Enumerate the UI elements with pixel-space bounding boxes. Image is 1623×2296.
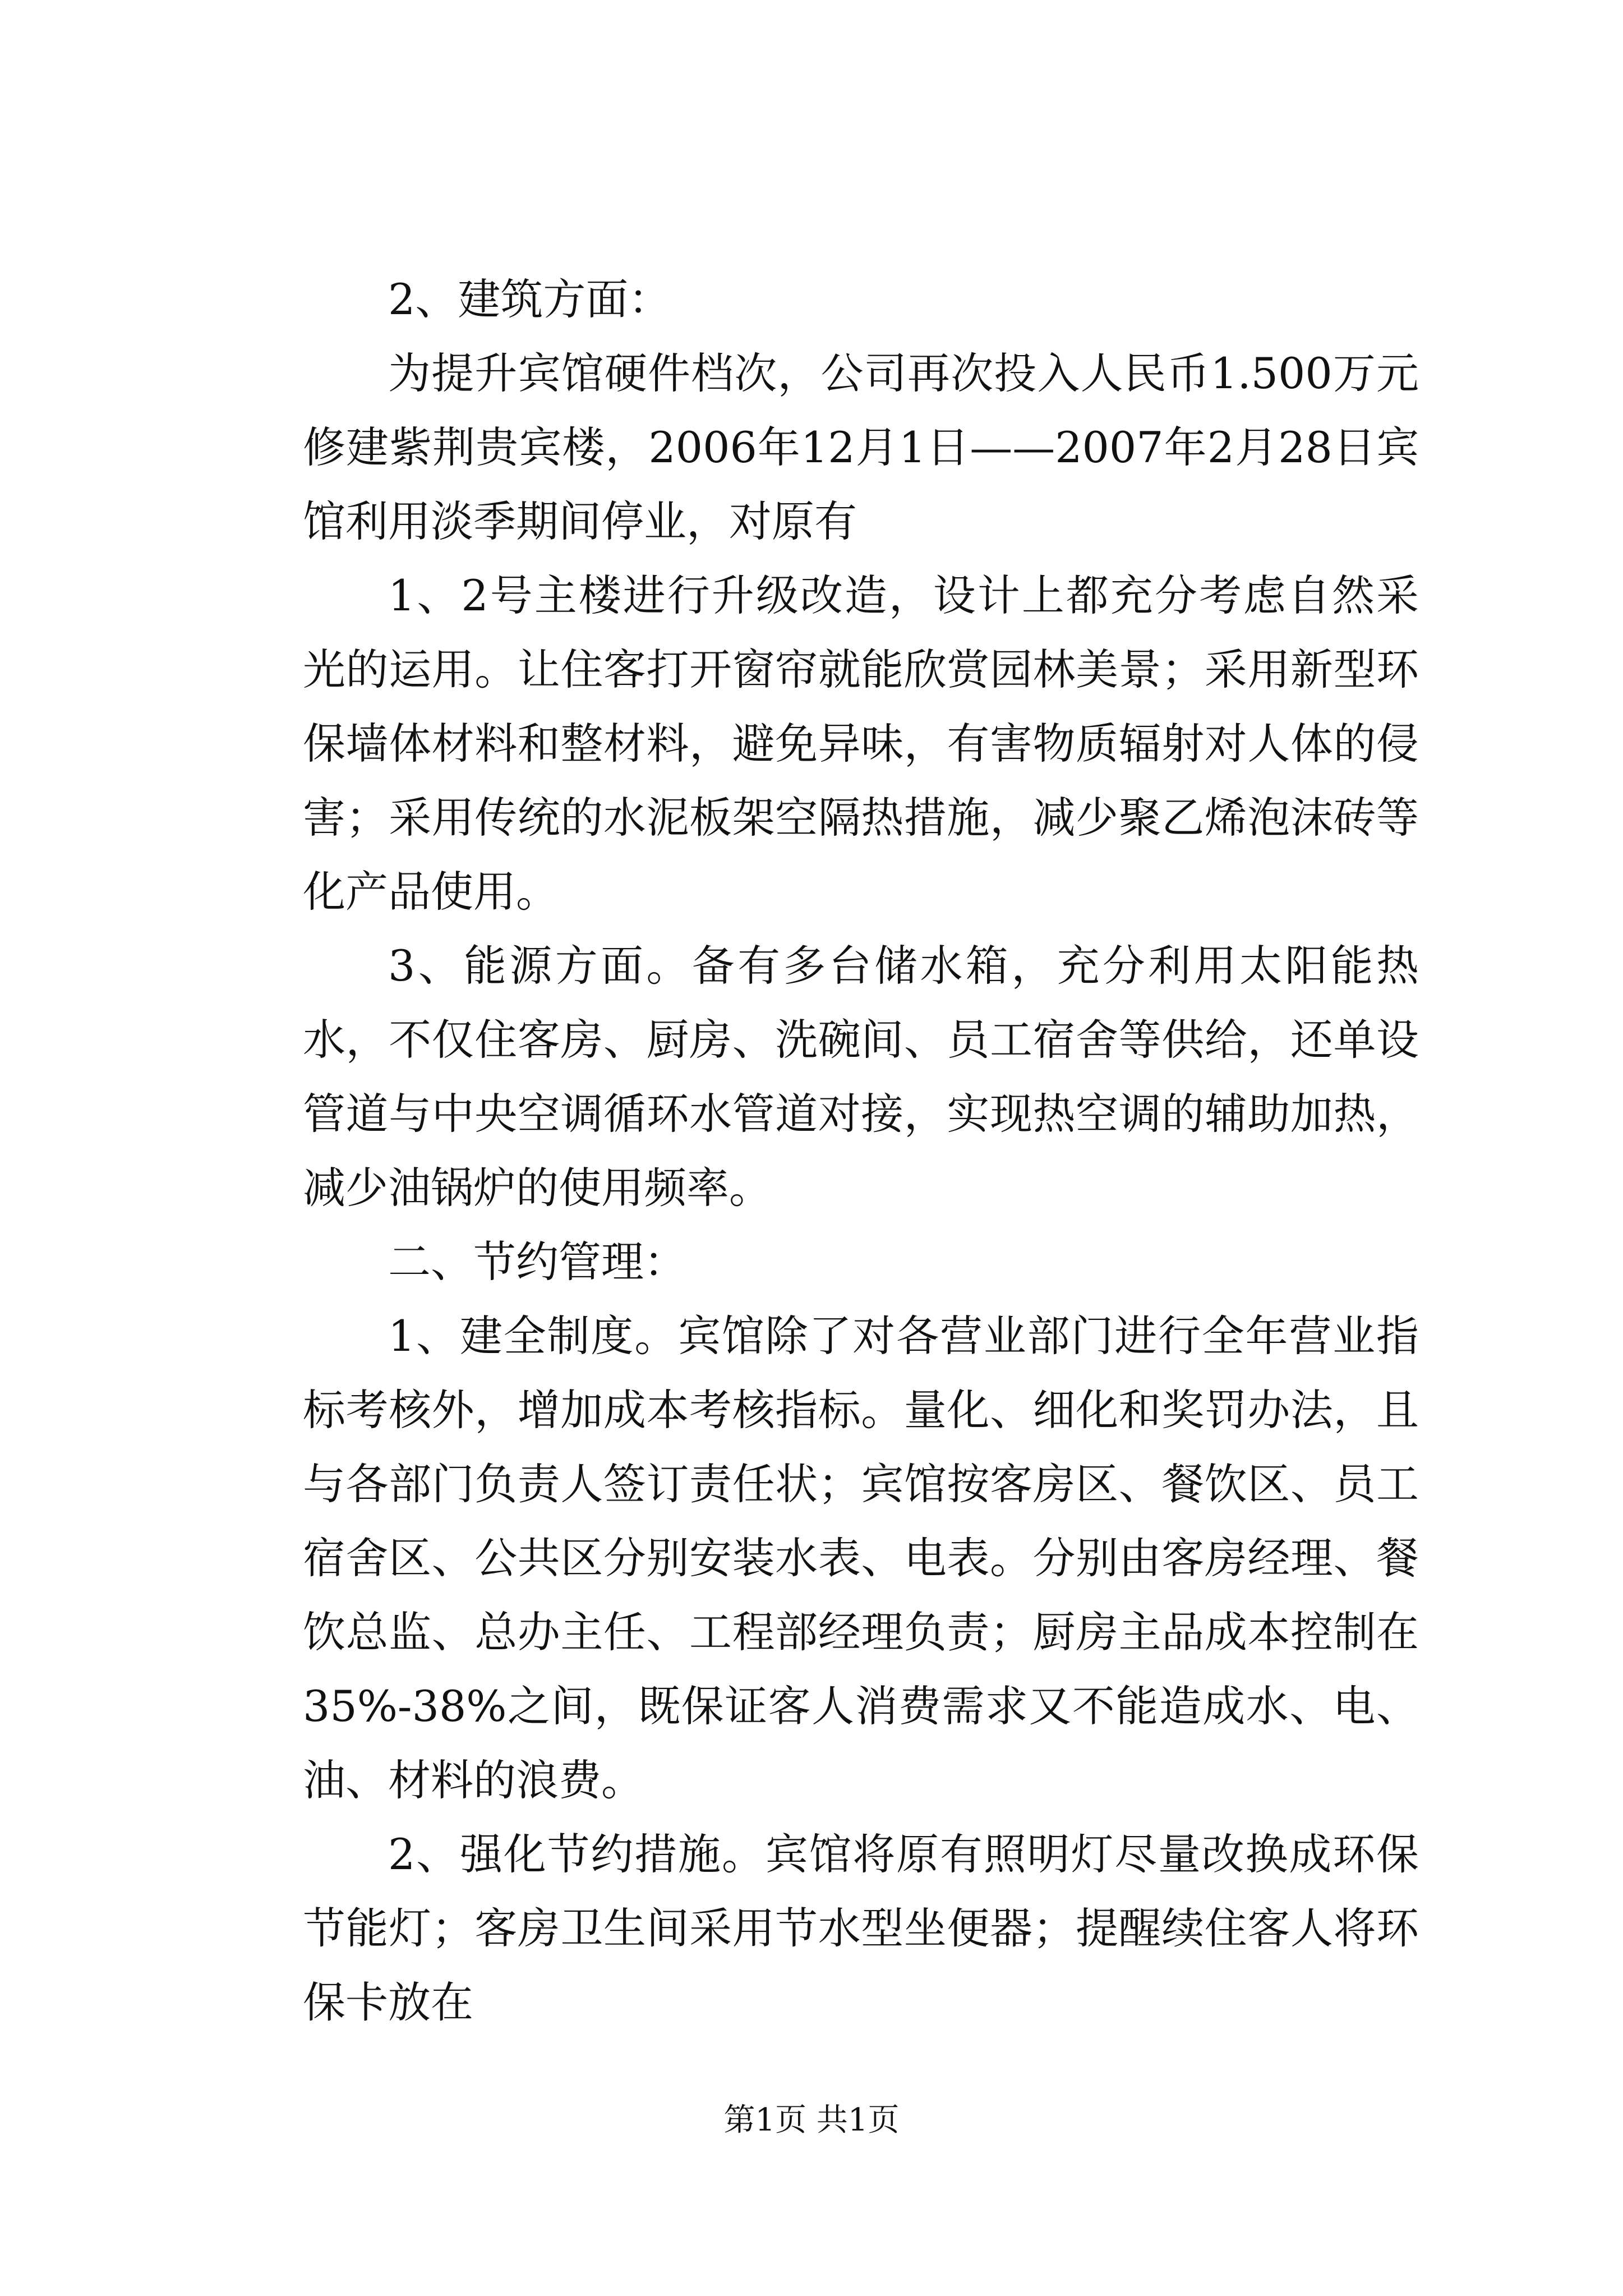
paragraph-energy: 3、能源方面。备有多台储水箱，充分利用太阳能热水，不仅住客房、厨房、洗碗间、员工宿舍等供给，还单设管道与中央空调循环水管道对接，实现热空调的辅助加热，减少油锅炉的使用频率。 — [303, 941, 1419, 1213]
paragraph-saving-measures: 2、强化节约措施。宾馆将原有照明灯尽量改换成环保节能灯；客房卫生间采用节水型坐便器；提醒续住客人将环保卡放在 — [303, 1829, 1419, 2027]
paragraph-section-2-heading: 2、建筑方面： — [388, 274, 671, 324]
page-footer: 第1页 共1页 — [723, 2102, 900, 2138]
paragraph-building-upgrade: 1、2号主楼进行升级改造，设计上都充分考虑自然采光的运用。让住客打开窗帘就能欣赏园林美景；采用新型环保墙体材料和整材料，避免异味，有害物质辐射对人体的侵害；采用传统的水泥板架空隔热措施，减少聚乙烯泡沫砖等化产品使用。 — [303, 570, 1419, 917]
document-body — [303, 263, 1419, 2040]
paragraph-management-heading: 二、节约管理： — [388, 1237, 686, 1287]
paragraph-investment: 为提升宾馆硬件档次，公司再次投入人民币1.500万元修建紫荆贵宾楼，2006年12月1日——2007年2月28日宾馆利用淡季期间停业，对原有 — [303, 348, 1419, 546]
paragraph-system: 1、建全制度。宾馆除了对各营业部门进行全年营业指标考核外，增加成本考核指标。量化、细化和奖罚办法，且与各部门负责人签订责任状；宾馆按客房区、餐饮区、员工宿舍区、公共区分别安装水表、电表。分别由客房经理、餐饮总监、总办主任、工程部经理负责；厨房主品成本控制在35%-38%之间，既保证客人消费需求又不能造成水、电、油、材料的浪费。 — [303, 1311, 1419, 1805]
